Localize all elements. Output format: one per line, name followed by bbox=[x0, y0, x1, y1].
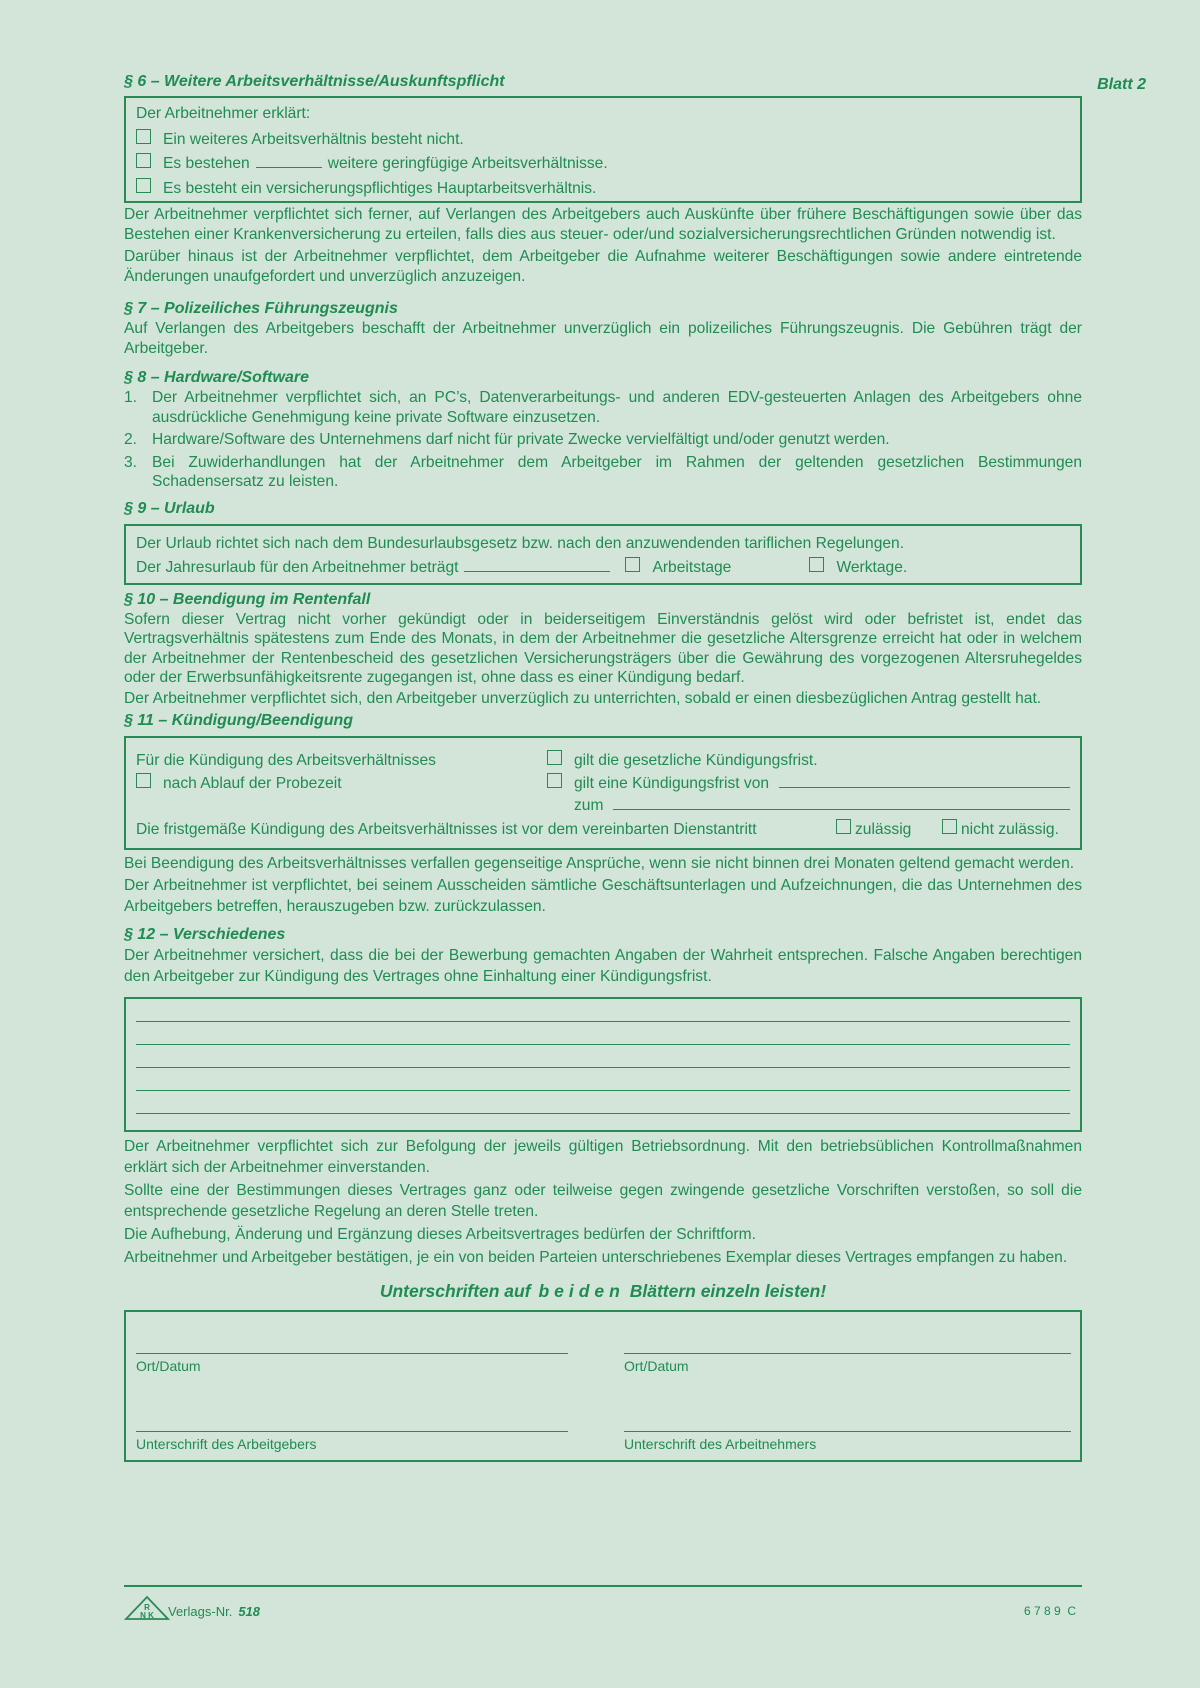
vacation-line-2: Der Jahresurlaub für den Arbeitnehmer beträgt Arbeitstage Werktage. bbox=[136, 559, 908, 576]
additional-terms-line[interactable] bbox=[136, 1022, 1070, 1045]
section-11-paragraph-2: Der Arbeitnehmer ist verpflichtet, bei seinem Ausscheiden sämtliche Geschäftsunterlagen und Aufzeichnungen, die das Unternehmen des Arbeitgebers betreffen, herauszugeben bzw. zurückzulassen. bbox=[124, 876, 1082, 915]
section-6-paragraph-2: Darüber hinaus ist der Arbeitnehmer verpflichtet, dem Arbeitgeber die Aufnahme weiterer Beschäftigungen sowie andere eintretende Änderungen unaufgefordert und unverzüglich anzuzeigen. bbox=[124, 248, 1082, 285]
footer bbox=[124, 1585, 1082, 1621]
notice-date-field[interactable] bbox=[613, 796, 1070, 810]
termination-row-4: Die fristgemäße Kündigung des Arbeitsverhältnisses ist vor dem vereinbarten Dienstantritt zulässig nicht zulässig. bbox=[136, 820, 1059, 838]
vacation-box bbox=[124, 524, 1082, 585]
section-12-paragraph-5: Arbeitnehmer und Arbeitgeber bestätigen, je ein von beiden Parteien unterschriebenes Exemplar dieses Vertrages empfangen zu haben. bbox=[124, 1248, 1068, 1266]
other-employment-box bbox=[124, 96, 1082, 203]
section-12-paragraph-4: Die Aufhebung, Änderung und Ergänzung dieses Arbeitsvertrages bedürfen der Schriftform. bbox=[124, 1225, 756, 1243]
contract-page bbox=[124, 72, 1082, 1462]
publisher-logo-icon bbox=[124, 1595, 170, 1621]
place-date-employer-line[interactable] bbox=[136, 1342, 568, 1354]
checkbox-permitted[interactable] bbox=[836, 819, 851, 834]
section-12-paragraph-2: Der Arbeitnehmer verpflichtet sich zur Befolgung der jeweils gültigen Betriebsordnung. Mit den betriebsüblichen Kontrollmaßnahmen erklärt sich der Arbeitnehmer einverstanden. bbox=[124, 1137, 1082, 1176]
termination-row-2: nach Ablauf der Probezeit gilt eine Kündigungsfrist von bbox=[136, 773, 1070, 796]
section-7-heading: § 7 – Polizeiliches Führungszeugnis bbox=[124, 300, 398, 317]
checkbox-no-other-employment[interactable] bbox=[136, 129, 151, 144]
employee-signature-line[interactable] bbox=[624, 1420, 1071, 1432]
section-10-heading: § 10 – Beendigung im Rentenfall bbox=[124, 590, 371, 608]
section-10-paragraph-1: Sofern dieser Vertrag nicht vorher gekündigt oder in beiderseitigem Einverständnis gelöst wird oder befristet ist, endet das Vertragsverhältnis spätestens zum Ende des Monats, in dem der Arbeitnehmer die gesetzliche Altersgrenze erreicht hat oder in welchem der Arbeitnehmer der Rentenbescheid des gesetzlichen Versicherungsträgers über die Gewährung des vorgezogenen Altersruhegeldes oder der Erwerbsunfähigkeitsrente zugegangen ist, ohne dass es einer Kündigung bedarf. bbox=[124, 610, 1082, 686]
section-8-heading: § 8 – Hardware/Software bbox=[124, 369, 309, 386]
additional-terms-line[interactable] bbox=[136, 1045, 1070, 1068]
additional-terms-box bbox=[124, 997, 1082, 1132]
list-item: 1. Der Arbeitnehmer verpflichtet sich, an PC’s, Datenverarbeitungs- und anderen EDV-gesteuerten Anlagen des Arbeitgebers ohne ausdrückliche Genehmigung keine private Software einzusetzen. bbox=[124, 389, 1082, 426]
section-9-heading: § 9 – Urlaub bbox=[124, 499, 215, 517]
section-10-paragraph-2: Der Arbeitnehmer verpflichtet sich, den Arbeitgeber unverzüglich zu unterrichten, sobald er einen diesbezüglichen Antrag gestellt hat. bbox=[124, 689, 1042, 707]
place-date-employee-line[interactable] bbox=[624, 1342, 1071, 1354]
logo-letters: R bbox=[144, 1603, 150, 1612]
publisher-label: Verlags-Nr. bbox=[168, 1603, 233, 1619]
place-date-employer: Ort/Datum bbox=[136, 1342, 568, 1377]
employer-signature-line[interactable] bbox=[136, 1420, 568, 1432]
employer-signature: Unterschrift des Arbeitgebers bbox=[136, 1420, 568, 1455]
termination-row-1: Für die Kündigung des Arbeitsverhältnisses gilt die gesetzliche Kündigungsfrist. bbox=[136, 751, 818, 769]
minor-employments-count-field[interactable] bbox=[256, 154, 322, 168]
checkbox-statutory-notice[interactable] bbox=[547, 750, 562, 765]
notice-period-field[interactable] bbox=[779, 774, 1070, 788]
checkbox-minor-employments[interactable] bbox=[136, 153, 151, 168]
employee-signature: Unterschrift des Arbeitnehmers bbox=[624, 1420, 1071, 1455]
section-6-heading: § 6 – Weitere Arbeitsverhältnisse/Auskunftspflicht bbox=[124, 73, 505, 90]
checkbox-main-employment[interactable] bbox=[136, 178, 151, 193]
vacation-days-field[interactable] bbox=[464, 558, 610, 572]
logo-letters: N K bbox=[140, 1611, 154, 1620]
sheet-label: Blatt 2 bbox=[1097, 76, 1146, 93]
checkbox-after-probation[interactable] bbox=[136, 773, 151, 788]
list-item: 3. Bei Zuwiderhandlungen hat der Arbeitnehmer dem Arbeitgeber im Rahmen der geltenden gesetzlichen Bestimmungen Schadensersatz zu leisten. bbox=[124, 453, 1082, 490]
section-12-heading: § 12 – Verschiedenes bbox=[124, 925, 286, 943]
section-11-heading: § 11 – Kündigung/Beendigung bbox=[124, 711, 354, 729]
option-minor-employments: Es bestehen weitere geringfügige Arbeitsverhältnisse. bbox=[136, 153, 1070, 174]
additional-terms-line[interactable] bbox=[136, 1091, 1070, 1114]
option-no-other-employment: Ein weiteres Arbeitsverhältnis besteht nicht. bbox=[136, 129, 1070, 150]
section-12-paragraph-3: Sollte eine der Bestimmungen dieses Vertrages ganz oder teilweise gegen zwingende gesetzliche Vorschriften verstoßen, so soll die entsprechende gesetzliche Regelung an deren Stelle treten. bbox=[124, 1181, 1082, 1220]
checkbox-weekdays[interactable] bbox=[809, 557, 824, 572]
section-7-paragraph: Auf Verlangen des Arbeitgebers beschafft der Arbeitnehmer unverzüglich ein polizeiliches Führungszeugnis. Die Gebühren trägt der Arbeitgeber. bbox=[124, 320, 1082, 357]
additional-terms-line[interactable] bbox=[136, 999, 1070, 1022]
publisher-info bbox=[124, 1595, 1082, 1621]
place-date-employee: Ort/Datum bbox=[624, 1342, 1071, 1377]
termination-row-3: zum bbox=[136, 796, 1070, 819]
form-code: 6 7 8 9 C bbox=[1023, 1603, 1076, 1618]
option-main-employment: Es besteht ein versicherungspflichtiges Hauptarbeitsverhältnis. bbox=[136, 178, 1070, 199]
section-12-paragraph-1: Der Arbeitnehmer versichert, dass die bei der Bewerbung gemachten Angaben der Wahrheit entsprechen. Falsche Angaben berechtigen den Arbeitgeber zur Kündigung des Vertrages ohne Einhaltung einer Kündigungsfrist. bbox=[124, 946, 1082, 985]
checkbox-custom-notice[interactable] bbox=[547, 773, 562, 788]
list-item: 2. Hardware/Software des Unternehmens darf nicht für private Zwecke vervielfältigt und/oder genutzt werden. bbox=[124, 431, 890, 448]
additional-terms-line[interactable] bbox=[136, 1068, 1070, 1091]
checkbox-not-permitted[interactable] bbox=[942, 819, 957, 834]
vacation-line-1: Der Urlaub richtet sich nach dem Bundesurlaubsgesetz bzw. nach den anzuwendenden tariflichen Regelungen. bbox=[136, 534, 905, 552]
signature-box bbox=[124, 1310, 1082, 1462]
signature-instruction: Unterschriften auf beiden Blättern einzeln leisten! bbox=[379, 1280, 827, 1301]
section-11-paragraph-1: Bei Beendigung des Arbeitsverhältnisses verfallen gegenseitige Ansprüche, wenn sie nicht binnen drei Monaten geltend gemacht werden. bbox=[124, 854, 1075, 872]
checkbox-working-days[interactable] bbox=[625, 557, 640, 572]
section-6-paragraph-1: Der Arbeitnehmer verpflichtet sich ferner, auf Verlangen des Arbeitgebers auch Auskünfte über frühere Beschäftigungen sowie über das Bestehen einer Krankenversicherung zu erteilen, falls dies aus steuer- oder/und sozialversicherungsrechtlichen Gründen notwendig ist. bbox=[124, 206, 1082, 243]
publisher-number: 518 bbox=[238, 1603, 261, 1619]
box-intro: Der Arbeitnehmer erklärt: bbox=[136, 105, 311, 122]
termination-box bbox=[124, 736, 1082, 850]
section-8-list bbox=[124, 388, 1082, 492]
